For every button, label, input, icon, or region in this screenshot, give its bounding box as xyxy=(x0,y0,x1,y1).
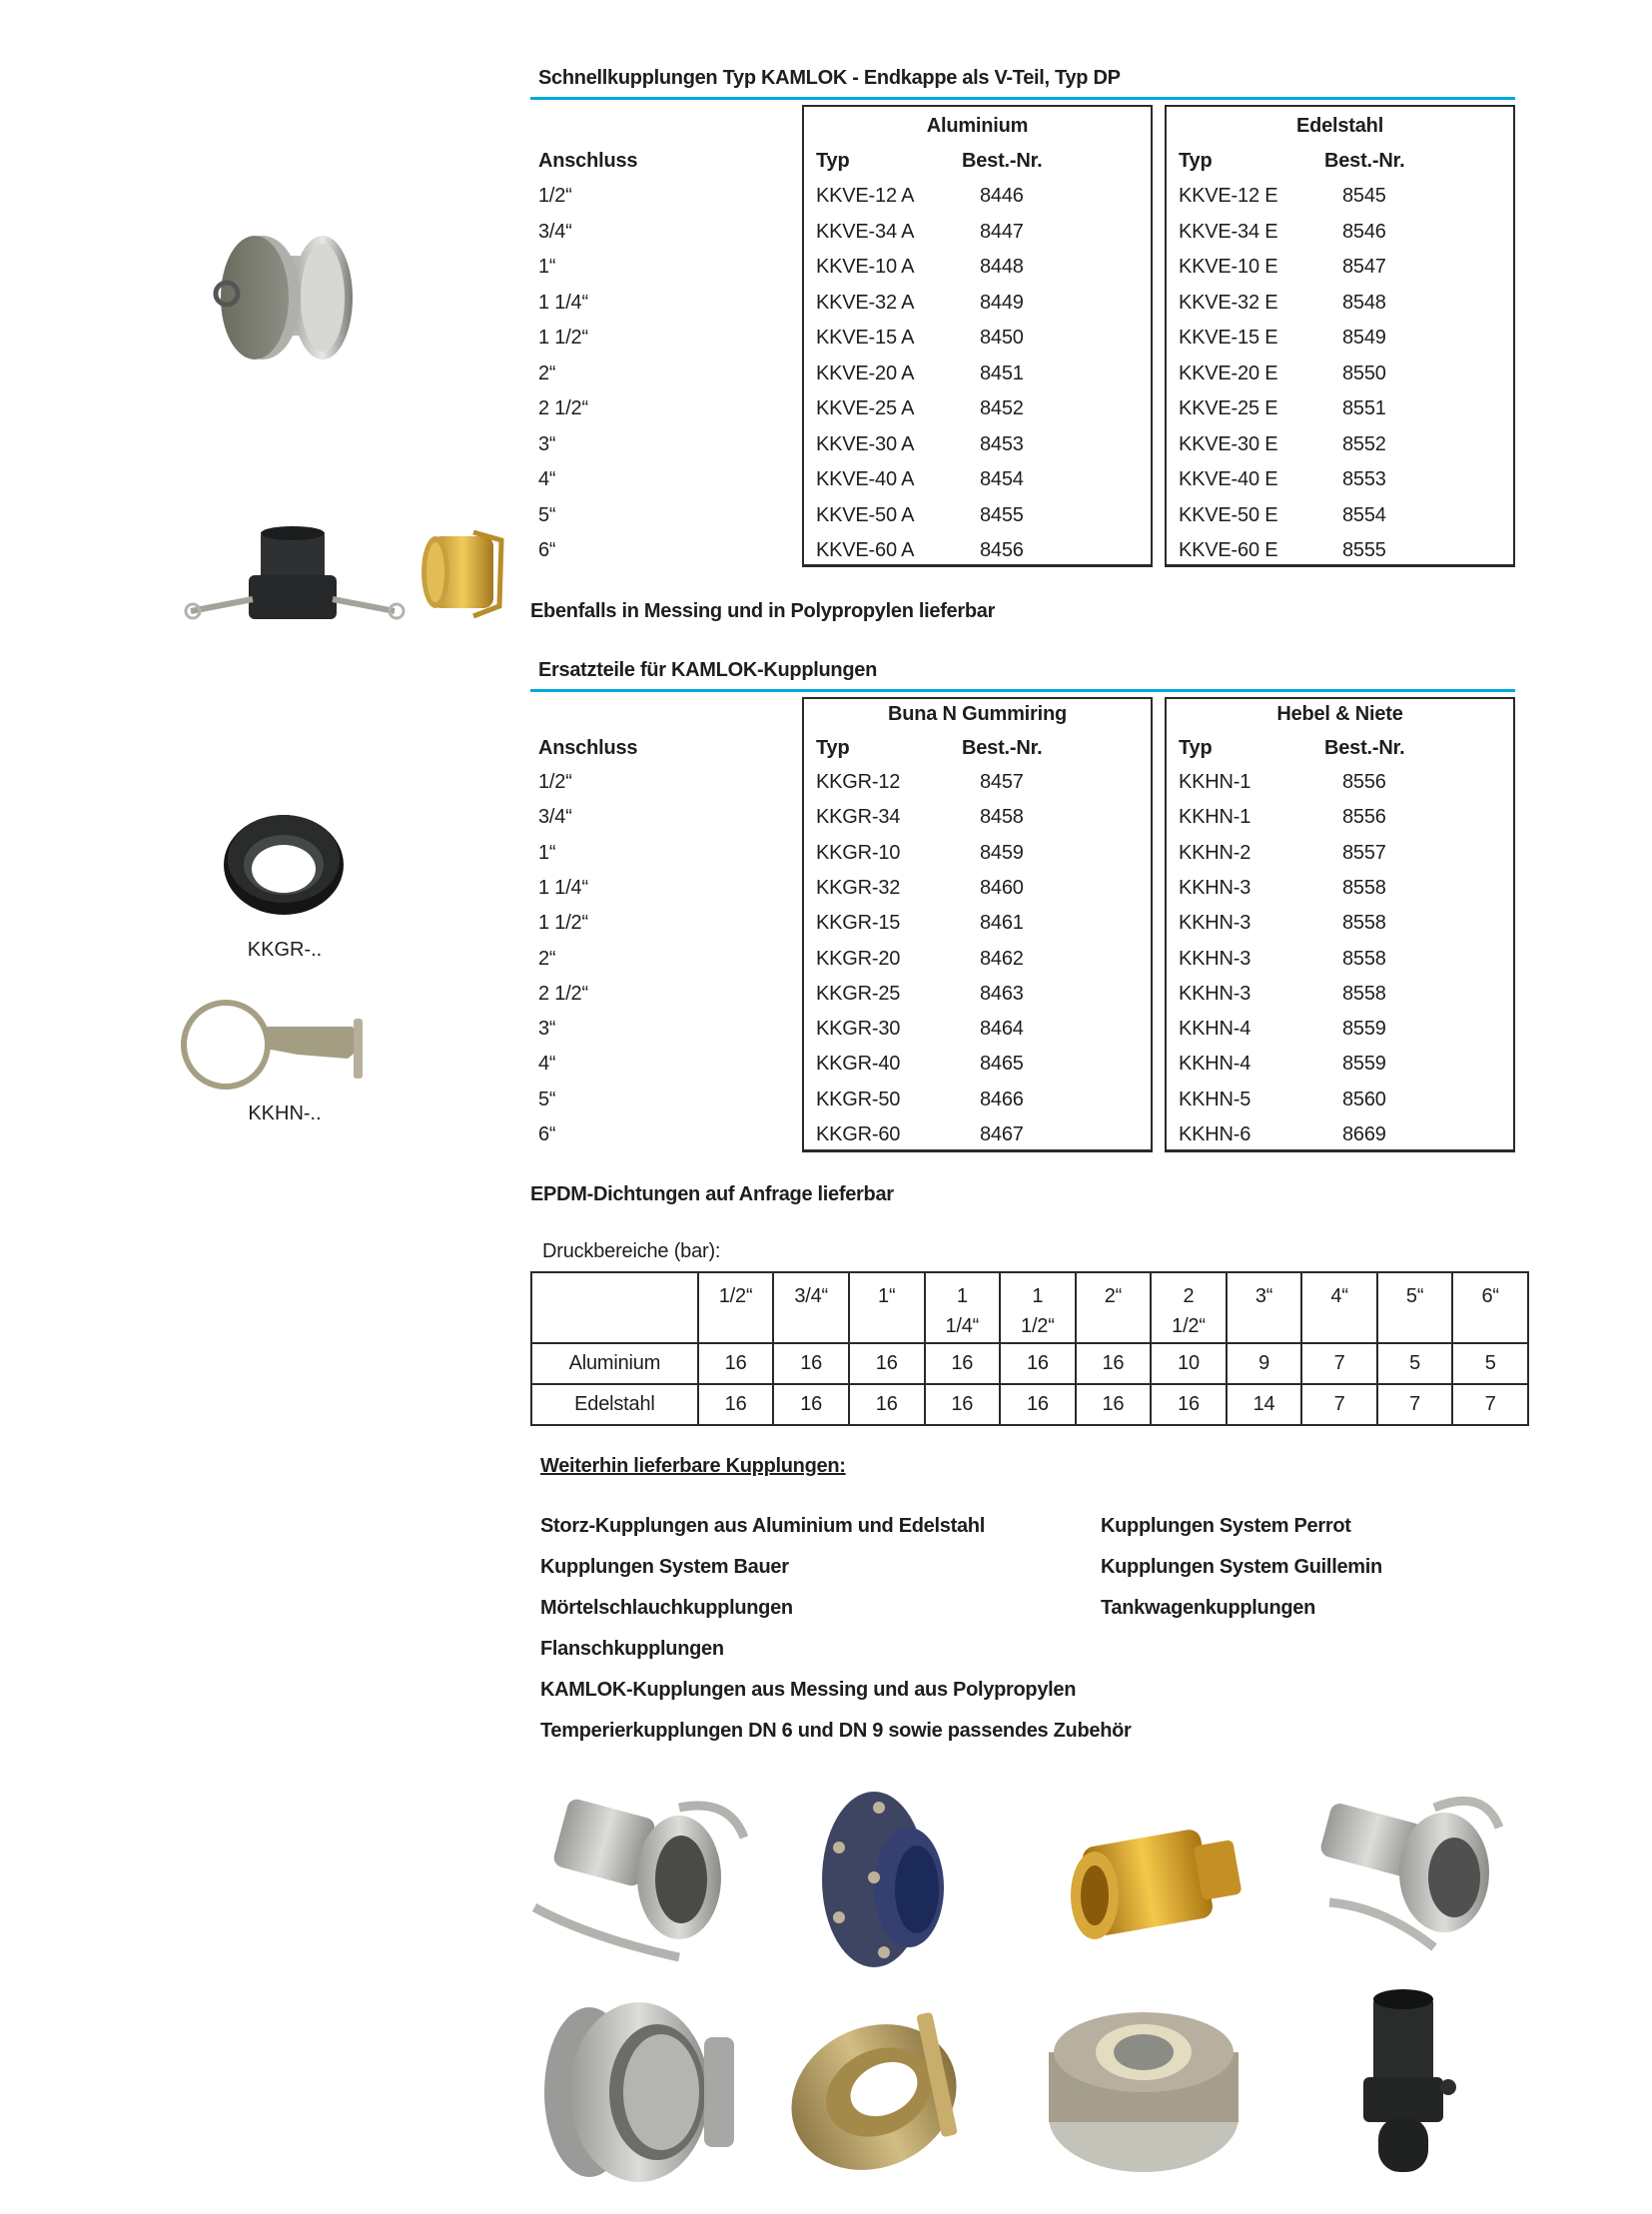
edelstahl-typ-cell: KKVE-12 E xyxy=(1179,185,1278,207)
group-header-edelstahl: Edelstahl xyxy=(1295,115,1384,137)
pressure-value-cell: 16 xyxy=(849,1343,925,1384)
pressure-table xyxy=(530,1271,1529,1426)
gummiring-typ-cell: KKGR-15 xyxy=(816,912,901,934)
pressure-row-label: Aluminium xyxy=(531,1343,698,1384)
aluminium-best-nr-cell: 8450 xyxy=(980,327,1024,349)
gummiring-typ-cell: KKGR-32 xyxy=(816,877,901,899)
pressure-size-header xyxy=(1076,1272,1152,1343)
aluminium-typ-cell: KKVE-10 A xyxy=(816,256,915,278)
anschluss-cell: 3/4“ xyxy=(538,806,572,828)
pressure-value-cell: 16 xyxy=(925,1384,1001,1425)
hebel-niete-typ-cell: KKHN-1 xyxy=(1179,771,1251,793)
further-item: Flanschkupplungen xyxy=(540,1638,724,1660)
further-item: Tankwagenkupplungen xyxy=(1101,1597,1316,1619)
section1-rule xyxy=(530,97,1515,100)
edelstahl-typ-cell: KKVE-32 E xyxy=(1179,292,1278,314)
edelstahl-typ-cell: KKVE-10 E xyxy=(1179,256,1278,278)
gummiring-best-nr-cell: 8459 xyxy=(980,842,1024,864)
pressure-size-label: 1/2“ xyxy=(718,1285,753,1307)
pressure-size-label: 1 xyxy=(956,1285,968,1307)
aluminium-typ-cell: KKVE-30 A xyxy=(816,433,915,455)
further-item: KAMLOK-Kupplungen aus Messing und aus Polypropylen xyxy=(540,1679,1077,1701)
further-item: Kupplungen System Perrot xyxy=(1101,1515,1351,1537)
pressure-size-label: 3“ xyxy=(1254,1285,1273,1307)
anschluss-cell: 3“ xyxy=(538,433,556,455)
hebel-niete-typ-cell: KKHN-3 xyxy=(1179,948,1251,970)
aluminium-best-nr-cell: 8451 xyxy=(980,363,1024,384)
edelstahl-best-nr-cell: 8555 xyxy=(1342,539,1386,561)
anschluss-cell: 4“ xyxy=(538,468,556,490)
gummiring-typ-cell: KKGR-40 xyxy=(816,1053,901,1075)
gummiring-typ-cell: KKGR-20 xyxy=(816,948,901,970)
pressure-size-label: 1/2“ xyxy=(1021,1315,1055,1337)
pressure-value-cell: 16 xyxy=(849,1384,925,1425)
pressure-size-label: 4“ xyxy=(1330,1285,1348,1307)
pressure-value-cell: 16 xyxy=(1151,1384,1227,1425)
pressure-value-cell: 16 xyxy=(1076,1343,1152,1384)
gummiring-typ-cell: KKGR-30 xyxy=(816,1018,901,1040)
gummiring-best-nr-cell: 8466 xyxy=(980,1089,1024,1110)
anschluss-cell: 2 1/2“ xyxy=(538,397,588,419)
edelstahl-typ-cell: KKVE-15 E xyxy=(1179,327,1278,349)
anschluss-cell: 1/2“ xyxy=(538,771,572,793)
group-header-aluminium: Aluminium xyxy=(926,115,1029,137)
col-header-anschluss: Anschluss xyxy=(538,150,638,172)
edelstahl-best-nr-cell: 8546 xyxy=(1342,221,1386,243)
hebel-niete-best-nr-cell: 8669 xyxy=(1342,1123,1386,1145)
section1-title: Schnellkupplungen Typ KAMLOK - Endkappe als V-Teil, Typ DP xyxy=(538,67,1121,89)
edelstahl-typ-cell: KKVE-40 E xyxy=(1179,468,1278,490)
group-header-hebel-niete: Hebel & Niete xyxy=(1276,703,1403,725)
anschluss-cell: 1/2“ xyxy=(538,185,572,207)
pressure-value-cell: 16 xyxy=(1076,1384,1152,1425)
col-header-best-nr: Best.-Nr. xyxy=(962,150,1043,172)
tank-coupling-photo xyxy=(779,1997,1009,2182)
lever-caption: KKHN-.. xyxy=(248,1103,322,1124)
edelstahl-best-nr-cell: 8554 xyxy=(1342,504,1386,526)
aluminium-best-nr-cell: 8454 xyxy=(980,468,1024,490)
pressure-size-label: 5“ xyxy=(1405,1285,1424,1307)
edelstahl-typ-cell: KKVE-30 E xyxy=(1179,433,1278,455)
aluminium-typ-cell: KKVE-15 A xyxy=(816,327,915,349)
aluminium-typ-cell: KKVE-32 A xyxy=(816,292,915,314)
gasket-caption: KKGR-.. xyxy=(247,939,323,961)
hebel-niete-typ-cell: KKHN-3 xyxy=(1179,983,1251,1005)
pressure-corner-cell xyxy=(531,1272,698,1343)
gummiring-best-nr-cell: 8460 xyxy=(980,877,1024,899)
pressure-value-cell: 7 xyxy=(1377,1384,1453,1425)
gummiring-typ-cell: KKGR-25 xyxy=(816,983,901,1005)
col-header-best-nr: Best.-Nr. xyxy=(1324,150,1405,172)
edelstahl-best-nr-cell: 8552 xyxy=(1342,433,1386,455)
edelstahl-best-nr-cell: 8549 xyxy=(1342,327,1386,349)
aluminium-typ-cell: KKVE-60 A xyxy=(816,539,915,561)
section2-title: Ersatzteile für KAMLOK-Kupplungen xyxy=(538,659,877,681)
anschluss-cell: 1 1/4“ xyxy=(538,292,588,314)
pressure-value-cell: 16 xyxy=(698,1343,774,1384)
pressure-size-header xyxy=(1227,1272,1302,1343)
pressure-size-header xyxy=(1151,1272,1227,1343)
aluminium-best-nr-cell: 8447 xyxy=(980,221,1024,243)
flange-coupling-photo xyxy=(809,1788,969,1972)
storz-coupling-photo xyxy=(529,1997,754,2182)
perrot-coupling-photo xyxy=(529,1788,755,1967)
aluminium-typ-cell: KKVE-20 A xyxy=(816,363,915,384)
pressure-value-cell: 16 xyxy=(1000,1343,1076,1384)
anschluss-cell: 1 1/2“ xyxy=(538,912,588,934)
anschluss-cell: 1 1/4“ xyxy=(538,877,588,899)
pressure-size-label: 1“ xyxy=(878,1285,896,1307)
anschluss-cell: 1 1/2“ xyxy=(538,327,588,349)
hebel-niete-best-nr-cell: 8559 xyxy=(1342,1018,1386,1040)
kamlok-pp-adapter-photo xyxy=(1328,1987,1478,2177)
anschluss-cell: 5“ xyxy=(538,504,556,526)
hebel-niete-best-nr-cell: 8558 xyxy=(1342,877,1386,899)
pressure-row-aluminium xyxy=(531,1343,1528,1384)
pressure-value-cell: 9 xyxy=(1227,1343,1302,1384)
pressure-size-header xyxy=(1301,1272,1377,1343)
edelstahl-typ-cell: KKVE-20 E xyxy=(1179,363,1278,384)
hebel-niete-best-nr-cell: 8557 xyxy=(1342,842,1386,864)
hebel-niete-best-nr-cell: 8559 xyxy=(1342,1053,1386,1075)
hebel-niete-best-nr-cell: 8556 xyxy=(1342,771,1386,793)
further-item: Storz-Kupplungen aus Aluminium und Edelstahl xyxy=(540,1515,985,1537)
gummiring-typ-cell: KKGR-12 xyxy=(816,771,901,793)
anschluss-cell: 6“ xyxy=(538,1123,556,1145)
pressure-value-cell: 10 xyxy=(1151,1343,1227,1384)
guillemin-coupling-photo xyxy=(1314,1788,1509,1962)
anschluss-cell: 3/4“ xyxy=(538,221,572,243)
gummiring-typ-cell: KKGR-10 xyxy=(816,842,901,864)
pressure-size-header xyxy=(1377,1272,1453,1343)
aluminium-typ-cell: KKVE-12 A xyxy=(816,185,915,207)
pressure-value-cell: 7 xyxy=(1301,1384,1377,1425)
col-header-typ: Typ xyxy=(1179,150,1213,172)
col-header-best-nr: Best.-Nr. xyxy=(1324,737,1405,759)
pressure-size-label: 1/4“ xyxy=(945,1315,980,1337)
pressure-size-header xyxy=(1000,1272,1076,1343)
col-header-typ: Typ xyxy=(816,737,850,759)
gummiring-best-nr-cell: 8464 xyxy=(980,1018,1024,1040)
storz-fixed-coupling-photo xyxy=(1039,2007,1248,2177)
further-item: Mörtelschlauchkupplungen xyxy=(540,1597,793,1619)
gummiring-best-nr-cell: 8463 xyxy=(980,983,1024,1005)
kamlok-polypropylene-coupler-photo xyxy=(183,525,408,621)
pressure-value-cell: 14 xyxy=(1227,1384,1302,1425)
gummiring-best-nr-cell: 8467 xyxy=(980,1123,1024,1145)
edelstahl-typ-cell: KKVE-60 E xyxy=(1179,539,1278,561)
gummiring-best-nr-cell: 8458 xyxy=(980,806,1024,828)
anschluss-cell: 2 1/2“ xyxy=(538,983,588,1005)
pressure-size-header xyxy=(849,1272,925,1343)
section2-note: EPDM-Dichtungen auf Anfrage lieferbar xyxy=(530,1183,894,1205)
pressure-value-cell: 16 xyxy=(773,1384,849,1425)
gummiring-typ-cell: KKGR-34 xyxy=(816,806,901,828)
pressure-size-header xyxy=(1452,1272,1528,1343)
hebel-niete-best-nr-cell: 8558 xyxy=(1342,983,1386,1005)
pressure-caption: Druckbereiche (bar): xyxy=(542,1240,721,1262)
gummiring-best-nr-cell: 8462 xyxy=(980,948,1024,970)
edelstahl-best-nr-cell: 8548 xyxy=(1342,292,1386,314)
pressure-value-cell: 7 xyxy=(1301,1343,1377,1384)
hebel-niete-typ-cell: KKHN-3 xyxy=(1179,877,1251,899)
section2-rule xyxy=(530,689,1515,692)
hebel-niete-typ-cell: KKHN-3 xyxy=(1179,912,1251,934)
pressure-size-label: 2 xyxy=(1183,1285,1195,1307)
pressure-value-cell: 5 xyxy=(1377,1343,1453,1384)
pressure-value-cell: 5 xyxy=(1452,1343,1528,1384)
edelstahl-typ-cell: KKVE-34 E xyxy=(1179,221,1278,243)
further-title: Weiterhin lieferbare Kupplungen: xyxy=(540,1455,846,1477)
anschluss-cell: 5“ xyxy=(538,1089,556,1110)
aluminium-typ-cell: KKVE-50 A xyxy=(816,504,915,526)
pressure-size-header xyxy=(773,1272,849,1343)
edelstahl-typ-cell: KKVE-25 E xyxy=(1179,397,1278,419)
pressure-size-label: 1/2“ xyxy=(1172,1315,1206,1337)
hebel-niete-best-nr-cell: 8558 xyxy=(1342,948,1386,970)
anschluss-cell: 4“ xyxy=(538,1053,556,1075)
further-item: Kupplungen System Guillemin xyxy=(1101,1556,1382,1578)
gummiring-best-nr-cell: 8461 xyxy=(980,912,1024,934)
hebel-niete-typ-cell: KKHN-1 xyxy=(1179,806,1251,828)
anschluss-cell: 1“ xyxy=(538,842,556,864)
hebel-niete-typ-cell: KKHN-6 xyxy=(1179,1123,1251,1145)
section1-note: Ebenfalls in Messing und in Polypropylen lieferbar xyxy=(530,600,996,622)
aluminium-best-nr-cell: 8456 xyxy=(980,539,1024,561)
kamlok-brass-coupler-photo xyxy=(413,526,507,620)
pressure-size-label: 1 xyxy=(1032,1285,1044,1307)
hebel-niete-typ-cell: KKHN-4 xyxy=(1179,1053,1251,1075)
further-item: Temperierkupplungen DN 6 und DN 9 sowie passendes Zubehör xyxy=(540,1720,1132,1742)
pressure-size-header xyxy=(925,1272,1001,1343)
edelstahl-best-nr-cell: 8550 xyxy=(1342,363,1386,384)
hebel-niete-best-nr-cell: 8560 xyxy=(1342,1089,1386,1110)
col-header-best-nr: Best.-Nr. xyxy=(962,737,1043,759)
aluminium-typ-cell: KKVE-40 A xyxy=(816,468,915,490)
col-header-anschluss: Anschluss xyxy=(538,737,638,759)
tempering-coupling-photo xyxy=(1063,1818,1248,1947)
edelstahl-best-nr-cell: 8553 xyxy=(1342,468,1386,490)
edelstahl-best-nr-cell: 8545 xyxy=(1342,185,1386,207)
anschluss-cell: 2“ xyxy=(538,363,556,384)
pressure-size-label: 2“ xyxy=(1104,1285,1123,1307)
edelstahl-best-nr-cell: 8551 xyxy=(1342,397,1386,419)
pressure-row-label: Edelstahl xyxy=(531,1384,698,1425)
pressure-value-cell: 7 xyxy=(1452,1384,1528,1425)
group-header-buna-gummiring: Buna N Gummiring xyxy=(887,703,1068,725)
col-header-typ: Typ xyxy=(816,150,850,172)
hebel-niete-best-nr-cell: 8556 xyxy=(1342,806,1386,828)
pressure-value-cell: 16 xyxy=(925,1343,1001,1384)
aluminium-best-nr-cell: 8455 xyxy=(980,504,1024,526)
hebel-niete-best-nr-cell: 8558 xyxy=(1342,912,1386,934)
pressure-size-label: 6“ xyxy=(1481,1285,1499,1307)
lever-ring-photo xyxy=(178,997,388,1093)
aluminium-best-nr-cell: 8449 xyxy=(980,292,1024,314)
pressure-value-cell: 16 xyxy=(773,1343,849,1384)
gummiring-best-nr-cell: 8457 xyxy=(980,771,1024,793)
kamlok-dust-cap-photo xyxy=(205,232,360,364)
anschluss-cell: 1“ xyxy=(538,256,556,278)
further-item: Kupplungen System Bauer xyxy=(540,1556,789,1578)
edelstahl-best-nr-cell: 8547 xyxy=(1342,256,1386,278)
col-header-typ: Typ xyxy=(1179,737,1213,759)
aluminium-typ-cell: KKVE-25 A xyxy=(816,397,915,419)
aluminium-best-nr-cell: 8446 xyxy=(980,185,1024,207)
aluminium-best-nr-cell: 8452 xyxy=(980,397,1024,419)
hebel-niete-typ-cell: KKHN-2 xyxy=(1179,842,1251,864)
aluminium-typ-cell: KKVE-34 A xyxy=(816,221,915,243)
edelstahl-typ-cell: KKVE-50 E xyxy=(1179,504,1278,526)
gummiring-typ-cell: KKGR-50 xyxy=(816,1089,901,1110)
gasket-photo xyxy=(222,809,346,917)
anschluss-cell: 6“ xyxy=(538,539,556,561)
pressure-size-label: 3/4“ xyxy=(794,1285,828,1307)
anschluss-cell: 3“ xyxy=(538,1018,556,1040)
pressure-value-cell: 16 xyxy=(1000,1384,1076,1425)
aluminium-best-nr-cell: 8448 xyxy=(980,256,1024,278)
pressure-row-edelstahl xyxy=(531,1384,1528,1425)
pressure-value-cell: 16 xyxy=(698,1384,774,1425)
aluminium-best-nr-cell: 8453 xyxy=(980,433,1024,455)
hebel-niete-typ-cell: KKHN-4 xyxy=(1179,1018,1251,1040)
gummiring-best-nr-cell: 8465 xyxy=(980,1053,1024,1075)
gummiring-typ-cell: KKGR-60 xyxy=(816,1123,901,1145)
anschluss-cell: 2“ xyxy=(538,948,556,970)
hebel-niete-typ-cell: KKHN-5 xyxy=(1179,1089,1251,1110)
pressure-size-header xyxy=(698,1272,774,1343)
pressure-header-row xyxy=(531,1272,1528,1343)
